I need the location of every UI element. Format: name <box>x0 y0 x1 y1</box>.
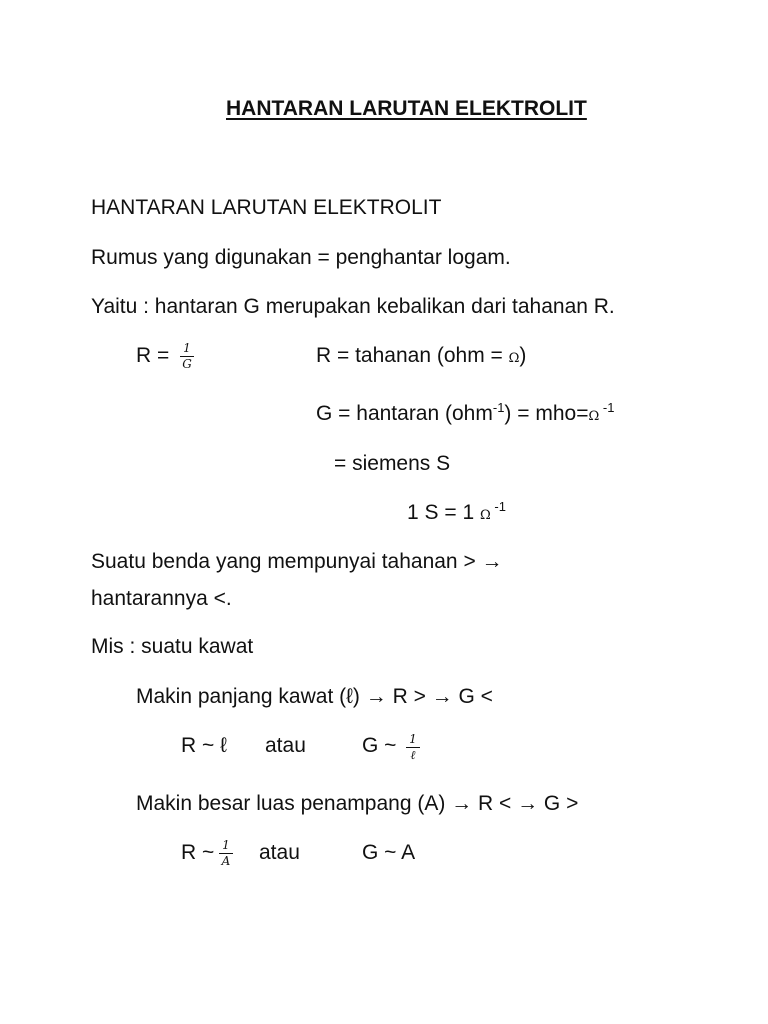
g-description-sup-a: -1 <box>492 400 505 415</box>
ohm-symbol: Ω <box>588 409 600 424</box>
g-description <box>316 401 614 430</box>
fraction-numerator: 1 <box>406 733 420 748</box>
length-prop-g: G ~ <box>362 734 397 757</box>
section-heading: HANTARAN LARUTAN ELEKTROLIT <box>91 196 442 219</box>
siemens-equation-sup: -1 <box>490 499 506 514</box>
siemens-equation-text: 1 S = 1 <box>407 501 480 524</box>
g-description-text-a: G = hantaran (ohm <box>316 402 493 425</box>
area-rule: Makin besar luas penampang (A) → R < → G > <box>136 792 579 815</box>
ohm-symbol: Ω <box>508 351 520 366</box>
fraction-numerator: 1 <box>180 342 194 357</box>
g-description-sup-b: -1 <box>599 400 615 415</box>
statement-line-1: Suatu benda yang mempunyai tahanan > → <box>91 550 503 573</box>
formula-intro: Rumus yang digunakan = penghantar logam. <box>91 246 511 269</box>
r-description-text: R = tahanan (ohm = <box>316 344 509 367</box>
fraction-denominator: A <box>221 854 231 868</box>
r-formula-lhs: R = <box>136 344 170 367</box>
area-prop-g: G ~ A <box>362 841 416 864</box>
ohm-symbol: Ω <box>479 508 491 523</box>
statement-line-2: hantarannya <. <box>91 587 232 610</box>
length-prop-r: R ~ ℓ <box>181 734 227 757</box>
r-description <box>316 343 526 372</box>
g-description-text-b: ) = mho= <box>504 402 589 425</box>
length-rule: Makin panjang kawat (ℓ) → R > → G < <box>136 685 493 708</box>
siemens-equation <box>407 500 506 529</box>
siemens-line: = siemens S <box>334 452 451 475</box>
area-prop-fraction <box>219 839 233 868</box>
definition-text: Yaitu : hantaran G merupakan kebalikan dari tahanan R. <box>91 295 615 318</box>
fraction-numerator: 1 <box>219 839 233 854</box>
fraction-denominator: ℓ <box>410 748 416 762</box>
example-line: Mis : suatu kawat <box>91 635 254 658</box>
r-formula-fraction <box>180 342 194 371</box>
length-prop-atau: atau <box>265 734 306 757</box>
area-prop-atau: atau <box>259 841 300 864</box>
r-description-close: ) <box>519 344 527 367</box>
area-prop-r: R ~ <box>181 841 215 864</box>
page-title: HANTARAN LARUTAN ELEKTROLIT <box>226 97 587 120</box>
length-prop-fraction <box>406 733 420 762</box>
fraction-denominator: G <box>182 357 192 371</box>
